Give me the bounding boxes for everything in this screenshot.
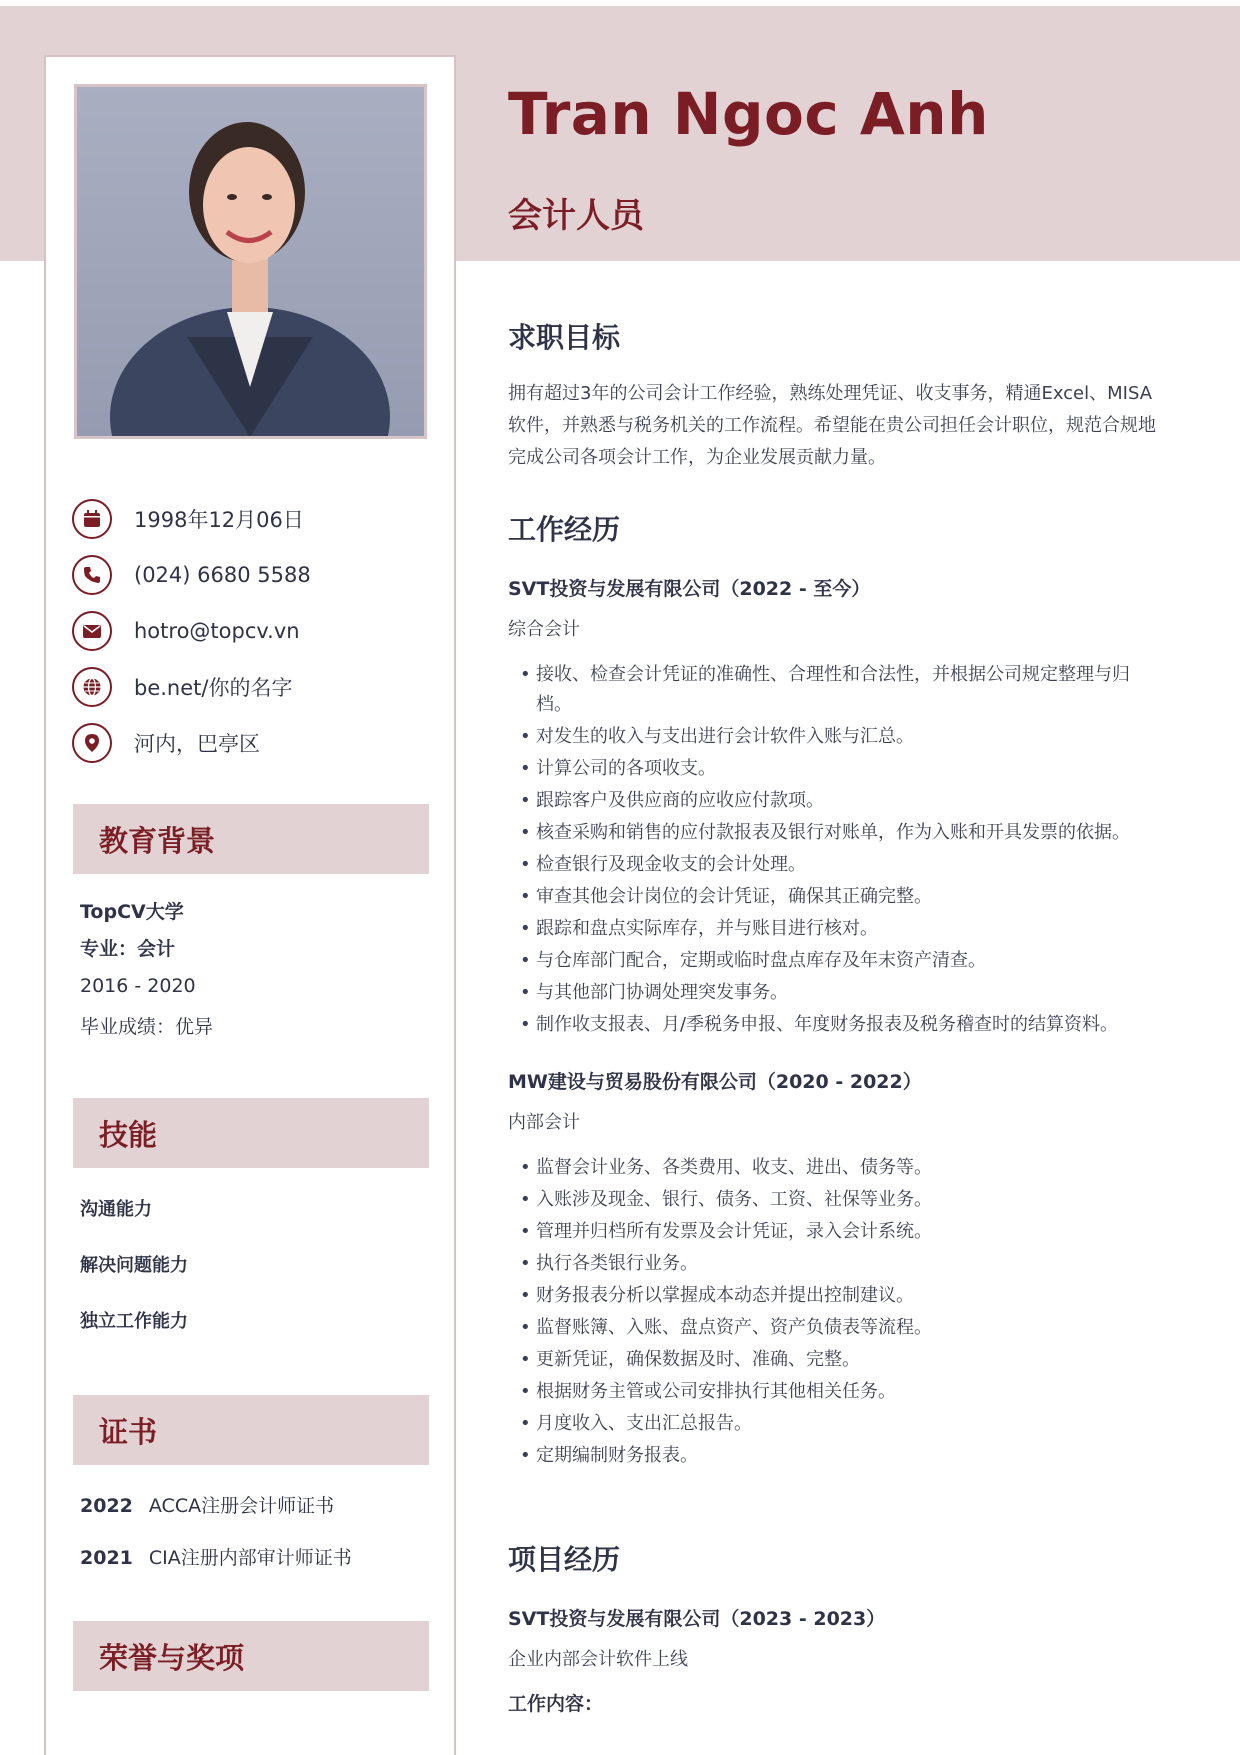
website-text[interactable]: be.net/你的名字 (134, 676, 293, 700)
project-company: SVT投资与发展有限公司（2023 - 2023） (508, 1608, 886, 1630)
duty-item: • 制作收支报表、月/季税务申报、年度财务报表及税务稽查时的结算资料。 (508, 1009, 1198, 1041)
job-role: 内部会计 (508, 1112, 580, 1133)
email-text[interactable]: hotro@topcv.vn (134, 619, 300, 643)
skills-heading: 技能 (73, 1098, 429, 1168)
duty-item: 档。 (536, 694, 572, 715)
education-grade: 毕业成绩：优异 (80, 1016, 214, 1038)
education-major: 专业：会计 (80, 938, 176, 960)
duty-item: • 入账涉及现金、银行、债务、工资、社保等业务。 (508, 1184, 1198, 1216)
location-icon (72, 723, 112, 763)
calendar-icon (72, 499, 112, 539)
experience-heading: 工作经历 (508, 513, 621, 546)
duty-item: • 接收、检查会计凭证的准确性、合理性和合法性，并根据公司规定整理与归 (508, 659, 1198, 691)
contact-website (72, 665, 442, 709)
duty-item: • 计算公司的各项收支。 (508, 753, 1198, 785)
education-heading: 教育背景 (73, 804, 429, 874)
certificate-year: 2022 (80, 1495, 133, 1517)
avatar (77, 87, 424, 436)
skill-item: 独立工作能力 (80, 1311, 188, 1332)
duty-item: • 定期编制财务报表。 (508, 1440, 1198, 1472)
job-duties (508, 659, 1198, 1041)
duty-item: • 管理并归档所有发票及会计凭证，录入会计系统。 (508, 1216, 1198, 1248)
skills-list (80, 1192, 440, 1360)
job-company: SVT投资与发展有限公司（2022 - 至今） (508, 578, 871, 600)
certificates-heading: 证书 (73, 1395, 429, 1465)
project-name: 企业内部会计软件上线 (508, 1649, 688, 1670)
duty-item: • 监督账簿、入账、盘点资产、资产负债表等流程。 (508, 1312, 1198, 1344)
duty-item: • 检查银行及现金收支的会计处理。 (508, 849, 1198, 881)
candidate-name: Tran Ngoc Anh (508, 80, 989, 148)
school-name: TopCV大学 (80, 901, 184, 923)
skill-item: 解决问题能力 (80, 1255, 188, 1276)
objective-line: 软件，并熟悉与税务机关的工作流程。希望能在贵公司担任会计职位，规范合规地 (508, 415, 1156, 436)
objective-line: 完成公司各项会计工作，为企业发展贡献力量。 (508, 447, 886, 468)
contact-list (72, 497, 442, 777)
project-content-label: 工作内容： (508, 1693, 604, 1715)
skill-item: 沟通能力 (80, 1199, 152, 1220)
duty-item: • 监督会计业务、各类费用、收支、进出、债务等。 (508, 1152, 1198, 1184)
projects-section (508, 1538, 1198, 1716)
certificate-item (80, 1488, 440, 1540)
profile-photo (74, 84, 427, 439)
duty-item: • 月度收入、支出汇总报告。 (508, 1408, 1198, 1440)
certificate-name: CIA注册内部审计师证书 (148, 1547, 352, 1569)
globe-icon (72, 667, 112, 707)
job-role: 综合会计 (508, 619, 580, 640)
phone-text[interactable]: (024) 6680 5588 (134, 563, 311, 587)
contact-phone (72, 553, 442, 597)
objective-heading: 求职目标 (508, 321, 621, 354)
certificate-item (80, 1540, 440, 1592)
duty-item: • 对发生的收入与支出进行会计软件入账与汇总。 (508, 721, 1198, 753)
contact-email (72, 609, 442, 653)
duty-item: • 财务报表分析以掌握成本动态并提出控制建议。 (508, 1280, 1198, 1312)
phone-icon (72, 555, 112, 595)
objective-section (508, 316, 1198, 474)
certificate-name: ACCA注册会计师证书 (148, 1495, 335, 1517)
duty-item: • 与仓库部门配合，定期或临时盘点库存及年末资产清查。 (508, 945, 1198, 977)
experience-section (508, 508, 1198, 1472)
contact-location (72, 721, 442, 765)
job-title: 会计人员 (508, 196, 644, 236)
contact-birthdate (72, 497, 442, 541)
email-icon (72, 611, 112, 651)
certificates-list (80, 1488, 440, 1592)
projects-heading: 项目经历 (508, 1543, 621, 1576)
duty-item: • 审查其他会计岗位的会计凭证，确保其正确完整。 (508, 881, 1198, 913)
duty-item: • 跟踪客户及供应商的应收应付款项。 (508, 785, 1198, 817)
duty-item: • 跟踪和盘点实际库存，并与账目进行核对。 (508, 913, 1198, 945)
duty-item: • 执行各类银行业务。 (508, 1248, 1198, 1280)
job-company: MW建设与贸易股份有限公司（2020 - 2022） (508, 1071, 922, 1093)
awards-heading: 荣誉与奖项 (73, 1621, 429, 1691)
duty-item: • 核查采购和销售的应付款报表及银行对账单，作为入账和开具发票的依据。 (508, 817, 1198, 849)
birthdate-text: 1998年12月06日 (134, 508, 304, 532)
duty-item: • 与其他部门协调处理突发事务。 (508, 977, 1198, 1009)
education-block (80, 894, 440, 1046)
duty-item: • 根据财务主管或公司安排执行其他相关任务。 (508, 1376, 1198, 1408)
certificate-year: 2021 (80, 1547, 133, 1569)
objective-text (508, 378, 1198, 474)
job-duties (508, 1152, 1198, 1472)
duty-item: • 更新凭证，确保数据及时、准确、完整。 (508, 1344, 1198, 1376)
education-years: 2016 - 2020 (80, 975, 196, 997)
objective-line: 拥有超过3年的公司会计工作经验，熟练处理凭证、收支事务，精通Excel、MISA (508, 383, 1153, 404)
location-text: 河内，巴亭区 (134, 732, 260, 756)
